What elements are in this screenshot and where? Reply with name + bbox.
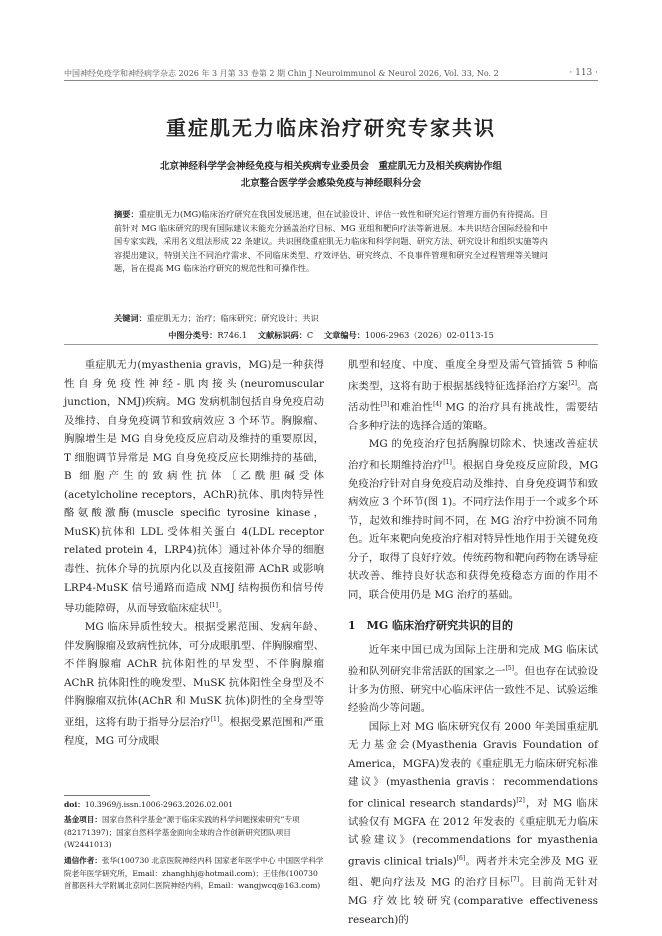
footnote-divider	[64, 795, 150, 796]
keywords-text: 重症肌无力；治疗；临床研究；研究设计；共识	[146, 313, 319, 323]
abstract-label: 摘要：	[114, 209, 139, 219]
citation-ref[interactable]: [6]	[456, 855, 466, 863]
paragraph-text: 近年来中国已成为国际上注册和完成 MG 临床试验和队列研究非常活跃的国家之一	[348, 644, 598, 678]
correspondence-note	[64, 855, 324, 893]
doi-label: doi：	[64, 800, 85, 809]
citation-ref[interactable]: [3]	[380, 400, 390, 408]
keywords-label: 关键词：	[114, 313, 147, 323]
article-number-value: 1006-2963（2026）02-0113-15	[364, 330, 494, 340]
paragraph-text: MG 临床异质性较大。根据受累范围、发病年龄、伴发胸腺瘤及致病性抗体，可分成眼肌型、伴胸腺瘤型、不伴胸腺瘤 AChR 抗体阳性的早发型、不伴胸腺瘤 AChR 抗体阳性的晚发型、MuSK 抗体阳性全身型及不伴胸腺瘤双抗体(AChR 和 MuSK 抗体)阴性的全身型等亚组，这将有助于指导分层治疗	[64, 621, 324, 729]
funding-label: 基金项目：	[64, 815, 102, 824]
body-paragraph	[348, 641, 598, 718]
paragraph-text: 。但也存在试验设计多为仿照、研究中心临床评估一致性不足、试验运维经验尚少等问题。	[348, 665, 598, 715]
citation-ref[interactable]: [7]	[510, 876, 520, 884]
journal-citation: 中国神经免疫学和神经病学杂志 2026 年 3 月第 33 卷第 2 期 Chin J Neuroimmunol & Neurol 2026, Vol. 33, No. 2	[64, 69, 499, 78]
paragraph-text: MG 的治疗具有挑战性，需要结合多种疗法的选择合适的策略。	[348, 401, 599, 432]
doc-code-value: C	[306, 330, 314, 340]
paragraph-text: 。两者并未完全涉及 MG 亚组、靶向疗法及 MG 的治疗目标	[348, 855, 599, 889]
paragraph-text: 。根据自身免疫反应阶段，MG 免疫治疗针对自身免疫启动及维持、自身免疫调节和致病效应 3 个环节(图 1)。不同疗法作用于一个或多个环节，起效和维持时间不同，在 MG 治疗中扮演不同角色。近年来靶向免疫治疗相对特异性地作用于关键免疫分子，取得了良好疗效。传统药物和靶向药物在诱导症状改善、维持良好状态和获得免疫稳态方面的作用不同，联合使用仍是 MG 治疗的基础。	[348, 459, 598, 601]
article-number-label: 文章编号：	[323, 330, 365, 340]
doi-line	[64, 799, 324, 812]
classification-line	[114, 330, 548, 341]
citation-ref[interactable]: [2]	[568, 379, 577, 387]
paragraph-text: ，对 MG 临床试验仅有 MGFA 在 2012 年发表的《重症肌无力临床试验建议》(recommendations for myasthenia gravis clinical trials)	[348, 797, 599, 868]
correspondence-text: 张华(100730 北京医院神经内科 国家老年医学中心 中国医学科学院老年医学研究所，Email：zhanghhj@hotmail.com)；王佳伟(100730 首都医科大学附属北京同仁医院神经内科，Email：wangjwcq@163.com)	[64, 856, 324, 890]
section-heading: 1 MG 临床治疗研究共识的目的	[348, 618, 514, 632]
affiliation-line-2: 北京整合医学学会感染免疫与神经眼科分会	[240, 178, 422, 189]
abstract	[114, 208, 548, 276]
article-title: 重症肌无力临床治疗研究专家共识	[166, 116, 496, 140]
funding-note	[64, 814, 324, 852]
affiliation-line-1: 北京神经科学学会神经免疫与相关疾病专业委员会 重症肌无力及相关疾病协作组	[159, 161, 502, 172]
paragraph-text: 。高活动性	[348, 380, 598, 414]
paragraph-text: 。根据受累范围和严重程度，MG 可分成眼	[64, 716, 325, 747]
correspondence-label: 通信作者：	[64, 856, 102, 865]
doc-code-label: 文献标识码：	[257, 330, 307, 340]
citation-ref[interactable]: [4]	[433, 400, 442, 408]
funding-text: 国家自然科学基金“源于临床实践的科学问题探索研究”专项(82171397)；国家自然科学基金面向全球的合作创新研究团队项目(W2441013)	[64, 815, 300, 849]
clc-label: 中图分类号：	[168, 330, 218, 340]
paragraph-text: 肌型和轻度、中度、重度全身型及需气管插管 5 种临床类型，这将有助于根据基线特征选择治疗方案	[348, 359, 598, 393]
abstract-text: 重症肌无力(MG)临床治疗研究在我国发展迅速，但在试验设计、评估一致性和研究运行管理方面仍有待提高。目前针对 MG 临床研究的现有国际建议未能充分涵盖治疗目标、MG 亚组和靶向疗法等新进展。本共识结合国际经验和中国专家实践，采用名义组法形成 22 条建议。共识围绕重症肌无力临床和科学问题、研究方法、研究设计和组织实施等内容提出建议，特别关注不同治疗需求、不同临床类型、疗效评估、研究终点、不良事件管理和研究全过程管理等关键问题，旨在提高 MG 临床治疗研究的规范性和可操作性。	[114, 209, 548, 274]
citation-ref[interactable]: [5]	[505, 664, 514, 672]
paragraph-text: MG 的免疫治疗包括胸腺切除术、快速改善症状治疗和长期维持治疗	[348, 438, 598, 472]
running-header	[64, 66, 598, 81]
right-column	[348, 356, 598, 929]
paragraph-text: 。目前尚无针对 MG 疗效比较研究(comparative effectiveness research)的	[348, 876, 599, 926]
paragraph-text: 和难治性	[389, 401, 434, 414]
divider	[64, 344, 598, 345]
body-paragraph: 重症肌无力(myasthenia gravis，MG)是一种获得性自身免疫性神经-肌肉接头(neuromuscular junction，NMJ)疾病。MG 发病机制包括自身免疫启动及维持、自身免疫调节和致病效应 3 个环节。胸腺瘤、胸腺增生是 MG 自身免疫反应启动及维持的重要原因，T 细胞调节异常是 MG 自身免疫反应长期维持的基础，B 细胞产生的致病性抗体〔乙酰胆碱受体(acetylcholine receptors，AChR)抗体、肌肉特异性酪氨酸激酶(muscle specific tyrosine kinase，MuSK)抗体和 LDL 受体相关蛋白 4(LDL receptor related protein 4，LRP4)抗体〕通过补体介导的细胞毒性、抗体介导的抗原内化以及直接阻滞 AChR 或影响 LRP4-MuSK 信号通路而造成 NMJ 结构损伤和信号传导功能障碍，从而导致临床症状[1]。	[64, 359, 324, 615]
citation-ref[interactable]: [1]	[443, 458, 452, 466]
clc-value: R746.1	[217, 330, 247, 340]
doi-value[interactable]: 10.3969/j.issn.1006-2963.2026.02.001	[84, 800, 234, 809]
paragraph-text: 重症肌无力(myasthenia gravis，MG)是一种获得性自身免疫性神经-肌肉接头(neuromuscular junction，NMJ)疾病。MG 发病机制包括自身免疫启动及维持、自身免疫调节和致病效应 3 个环节。胸腺瘤、胸腺增生是 MG 自身免疫反应启动及维持的重要原因，T 细胞调节异常是 MG 自身免疫反应长期维持的基础，B 细胞产生的致病性抗体〔乙酰胆碱受体(acetylcholine receptors，AChR)抗体、肌肉特异性酪氨酸激酶(muscle specific tyrosine kinase，MuSK)抗体和 LDL 受体相关蛋白 4(LDL receptor related protein 4，LRP4)抗体〕通过补体介导的细胞毒性、抗体介导的抗原内化以及直接阻滞 AChR 或影响 LRP4-MuSK 信号通路而造成 NMJ 结构损伤和信号传导功能障碍，从而导致临床症状	[64, 359, 324, 615]
citation-ref[interactable]: [2]	[516, 796, 525, 804]
paragraph-text: 国际上对 MG 临床研究仅有 2000 年美国重症肌无力基金会(Myasthenia Gravis Foundation of America，MGFA)发表的《重症肌无力临床研究标准建议》(myasthenia gravis：recommendations for clinical research standards)	[348, 720, 598, 810]
keywords	[114, 313, 548, 324]
citation-ref[interactable]: [1]	[209, 602, 218, 610]
body-paragraph	[64, 618, 324, 750]
body-paragraph	[348, 718, 598, 929]
left-column	[64, 356, 324, 750]
page-number: · 113 ·	[569, 68, 598, 78]
body-paragraph	[348, 356, 598, 435]
citation-ref[interactable]: [1]	[210, 715, 220, 723]
body-paragraph	[348, 435, 598, 604]
